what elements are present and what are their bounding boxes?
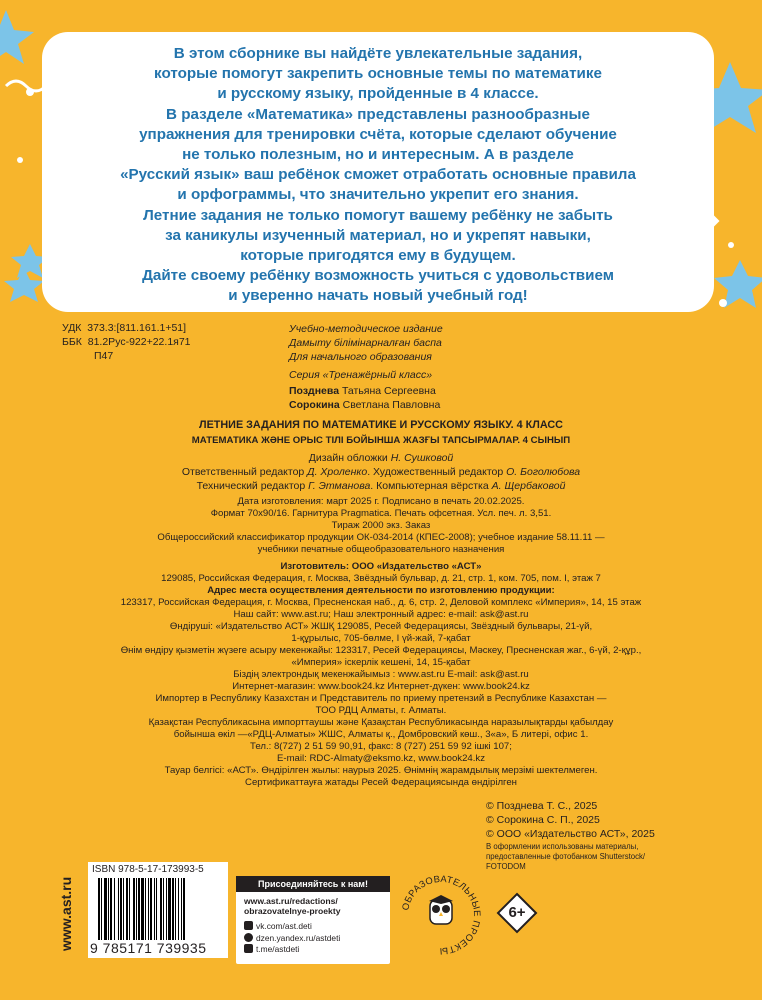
address-line: 123317, Российская Федерация, г. Москва, Пресненская наб., д. 6, стр. 2, Деловой комплекс «Империя», 14, 15 этаж <box>120 597 642 608</box>
description-line: Летние задания не только помогут вашему ребёнку не забыть <box>143 206 613 224</box>
print-info <box>80 496 682 556</box>
cover-credit <box>80 451 682 465</box>
barcode-bar <box>181 878 182 940</box>
barcode-bar <box>120 878 122 940</box>
photo-credit-line: В оформлении использованы материалы, <box>486 842 639 851</box>
barcode-panel <box>88 862 228 958</box>
address-line: 1-құрылыс, 705-бөлме, I үй-жай, 7-қабат <box>291 633 471 644</box>
manufacturer-label: Изготовитель: <box>280 561 350 572</box>
address-line: Өндіруші: «Издательство АСТ» ЖШҚ 129085, Ресей Федерациясы, Звёздный бульвары, 21-үй, <box>169 621 593 632</box>
description-line: и уверенно начать новый учебный год! <box>228 287 528 305</box>
squiggle-shape <box>6 81 46 91</box>
social-url-line[interactable]: www.ast.ru/redactions/ <box>244 896 338 906</box>
udk-label: УДК <box>62 322 82 334</box>
copyright-line: © Позднева Т. С., 2025 <box>486 800 598 812</box>
barcode-bar <box>114 878 115 940</box>
barcode-bar <box>136 878 137 940</box>
address-line: Тауар белгісі: «АСТ». Өндірілген жылы: наурыз 2025. Өнімнің жарамдылық мерзімі шектелмеген. <box>164 765 598 776</box>
barcode-bar <box>150 878 152 940</box>
description-line: Дайте своему ребёнку возможность учиться с удовольствием <box>142 267 614 285</box>
dzen-icon <box>244 933 253 942</box>
description-line: и русскому языку, пройденные в 4 классе. <box>217 85 539 103</box>
description-line: которые пригодятся ему в будущем. <box>240 247 516 265</box>
social-heading: Присоединяйтесь к нам! <box>236 876 390 892</box>
barcode-number: 9 785171 739935 <box>90 940 207 956</box>
edition-series: Серия «Тренажёрный класс» <box>289 369 433 381</box>
description-line: упражнения для тренировки счёта, которые сделают обучение <box>139 125 617 143</box>
barcode-bar <box>126 878 128 940</box>
address-line: Қазақстан Республикасына импорттаушы және Қазақстан Республикасында наразылықтарды қабылдау <box>148 717 614 728</box>
art-label: . Художественный редактор <box>367 466 504 478</box>
edition-audience: Для начального образования <box>289 351 432 363</box>
dzen-link-text[interactable]: dzen.yandex.ru/astdeti <box>256 932 341 943</box>
dot-shape <box>26 88 34 96</box>
address-line: Сертификаттауға жатады Ресей Федерациясында өндірілген <box>245 777 517 788</box>
edition-block <box>289 322 443 382</box>
barcode-bar <box>141 878 144 940</box>
barcode-bar <box>163 878 164 940</box>
manufacturer-name: ООО «Издательство «АСТ» <box>349 561 482 572</box>
description-line: которые помогут закрепить основные темы по математике <box>154 65 602 83</box>
production-label: Адрес места осуществления деятельности по изготовлению продукции: <box>207 585 555 596</box>
resp-label: Ответственный редактор <box>181 466 305 478</box>
address-line: Біздің электрондық мекенжайымыз : www.ast.ru E-mail: ask@ast.ru <box>233 669 529 680</box>
cover-name: Н. Сушковой <box>390 452 454 464</box>
logo-text: ОБРАЗОВАТЕЛЬНЫЕ ПРОЕКТЫ <box>399 872 484 958</box>
star-icon <box>0 10 34 64</box>
barcode-bar <box>101 878 102 940</box>
layout-name: А. Щербаковой <box>491 480 566 492</box>
social-url[interactable] <box>244 896 340 916</box>
barcode-bar <box>118 878 119 940</box>
dzen-link[interactable] <box>244 933 340 945</box>
address-line: Наш сайт: www.ast.ru; Наш электронный адрес: e-mail: ask@ast.ru <box>233 609 529 620</box>
bbk-label: ББК <box>62 336 82 348</box>
age-rating-badge <box>496 892 538 934</box>
photo-credit-line: предоставленные фотобанком Shutterstock/ <box>486 852 646 861</box>
manufacturer-address: 129085, Российская Федерация, г. Москва, Звёздный бульвар, д. 21, стр. 1, ком. 705, пом. I, этаж 7 <box>161 573 601 584</box>
description-line: В этом сборнике вы найдёте увлекательные задания, <box>173 45 583 62</box>
barcode-bar <box>156 878 157 940</box>
dot-shape <box>719 299 727 307</box>
address-line: E-mail: RDC-Almaty@eksmo.kz, www.book24.kz <box>276 753 486 764</box>
telegram-icon <box>244 944 253 953</box>
barcode-bar <box>108 878 109 940</box>
print-line: Формат 70х90/16. Гарнитура Pragmatica. Печать офсетная. Усл. печ. л. 3,51. <box>210 508 552 519</box>
barcode-bar <box>123 878 124 940</box>
description-line: не только полезным, но и интересным. А в разделе <box>182 146 574 164</box>
book-title-ru: ЛЕТНИЕ ЗАДАНИЯ ПО МАТЕМАТИКЕ И РУССКОМУ ЯЗЫКУ. 4 КЛАСС <box>199 419 563 431</box>
print-line: Тираж 2000 экз. Заказ <box>331 520 431 531</box>
barcode-bar <box>166 878 167 940</box>
edition-type-kz: Дамыту бiлiмiнарналған баспа <box>289 337 442 349</box>
print-line: Дата изготовления: март 2025 г. Подписано в печать 20.02.2025. <box>237 496 525 507</box>
barcode-bar <box>178 878 179 940</box>
author-line <box>289 384 440 398</box>
social-url-line[interactable]: obrazovatelnye-proekty <box>244 906 341 916</box>
credits-block <box>80 451 682 493</box>
barcode-bar <box>133 878 135 940</box>
vk-link-text[interactable]: vk.com/ast.deti <box>256 921 312 931</box>
bbk-value: 81.2Рус-922+22.1я71 <box>87 336 191 348</box>
barcode-bars <box>98 878 222 940</box>
description-line: «Русский язык» ваш ребёнок сможет отработать основные правила <box>120 166 636 184</box>
telegram-link-text[interactable]: t.me/astdeti <box>256 944 300 954</box>
barcode-bar <box>172 878 174 940</box>
address-line: Импортер в Республику Казахстан и Представитель по приему претензий в Республике Казахстан — <box>155 693 607 704</box>
barcode-bar <box>98 878 100 940</box>
barcode-bar <box>154 878 155 940</box>
vk-icon <box>244 921 253 930</box>
description-line: В разделе «Математика» представлены разнообразные <box>166 105 590 123</box>
authors-block <box>289 384 440 412</box>
manufacturer-line <box>60 561 702 573</box>
barcode-bar <box>104 878 107 940</box>
resp-name: Д. Хроленко <box>307 466 368 478</box>
photo-credit-line: FOTODOM <box>486 862 526 871</box>
address-line: «Империя» іскерлік кешені, 14, 15-қабат <box>291 657 471 668</box>
description-text <box>50 44 706 307</box>
social-links <box>244 921 340 956</box>
projects-logo <box>396 870 486 960</box>
owl-icon <box>396 870 486 960</box>
isbn-text: ISBN 978-5-17-173993-5 <box>92 864 204 875</box>
dot-shape <box>17 157 23 163</box>
manufacturer-block <box>60 561 702 789</box>
cover-label: Дизайн обложки <box>308 452 388 464</box>
edition-type: Учебно-методическое издание <box>289 323 443 335</box>
p-code: П47 <box>94 350 114 362</box>
vk-link[interactable] <box>244 921 340 933</box>
barcode-bar <box>110 878 112 940</box>
address-line: ТОО РДЦ Алматы, г. Алматы. <box>315 705 447 716</box>
barcode-bar <box>148 878 149 940</box>
classification-block <box>62 321 191 363</box>
layout-label: . Компьютерная вёрстка <box>370 480 489 492</box>
address-line: Интернет-магазин: www.book24.kz Интернет-дүкен: www.book24.kz <box>232 681 530 692</box>
address-line: Тел.: 8(727) 2 51 59 90,91, факс: 8 (727) 251 59 92 ішкі 107; <box>250 741 512 752</box>
tech-credit <box>80 479 682 493</box>
udk-value: 373.3:[811.161.1+51] <box>87 322 187 334</box>
description-line: и орфограммы, что значительно укрепит его знания. <box>177 186 579 204</box>
photo-credit <box>486 842 645 872</box>
telegram-link[interactable] <box>244 944 340 956</box>
author-name: Татьяна Сергеевна <box>341 385 436 397</box>
barcode-bar <box>129 878 130 940</box>
tech-name: Г. Этманова <box>308 480 371 492</box>
barcode-bar <box>168 878 171 940</box>
author-line <box>289 398 440 412</box>
barcode-bar <box>138 878 140 940</box>
tech-label: Технический редактор <box>196 480 306 492</box>
art-name: О. Боголюбова <box>506 466 581 478</box>
editor-credit <box>80 465 682 479</box>
description-line: за каникулы изученный материал, но и укрепят навыки, <box>165 226 591 244</box>
address-line: бойынша өкіл —«РДЦ-Алматы» ЖШС, Алматы қ., Домбровский көш., 3«а», Б литері, офис 1. <box>173 729 589 740</box>
copyright-line: © Сорокина С. П., 2025 <box>486 814 600 826</box>
author-surname: Сорокина <box>289 399 340 411</box>
book-title-kz: МАТЕМАТИКА ЖӘНЕ ОРЫС ТІЛІ БОЙЫНША ЖАЗҒЫ ТАПСЫРМАЛАР. 4 СЫНЫП <box>191 435 571 446</box>
barcode-bar <box>183 878 185 940</box>
print-line: Общероссийский классификатор продукции ОК-034-2014 (КПЕС-2008); учебное издание 58.11.11 — <box>157 532 605 543</box>
side-url[interactable]: www.ast.ru <box>58 876 74 951</box>
barcode-bar <box>160 878 162 940</box>
address-line: Өнім өндіру қызметін жүзеге асыру мекенжайы: 123317, Ресей Федерациясы, Мәскеу, Пресненская жаг., 6-үй, 2-құр., <box>120 645 642 656</box>
author-name: Светлана Павловна <box>342 399 441 411</box>
barcode-bar <box>145 878 146 940</box>
copyright-block <box>486 799 655 841</box>
copyright-line: © ООО «Издательство АСТ», 2025 <box>486 828 655 840</box>
print-line: учебники печатные общеобразовательного назначения <box>257 544 505 555</box>
dot-shape <box>728 242 734 248</box>
age-rating-text: 6+ <box>508 904 526 921</box>
author-surname: Позднева <box>289 385 340 397</box>
barcode-bar <box>175 878 176 940</box>
